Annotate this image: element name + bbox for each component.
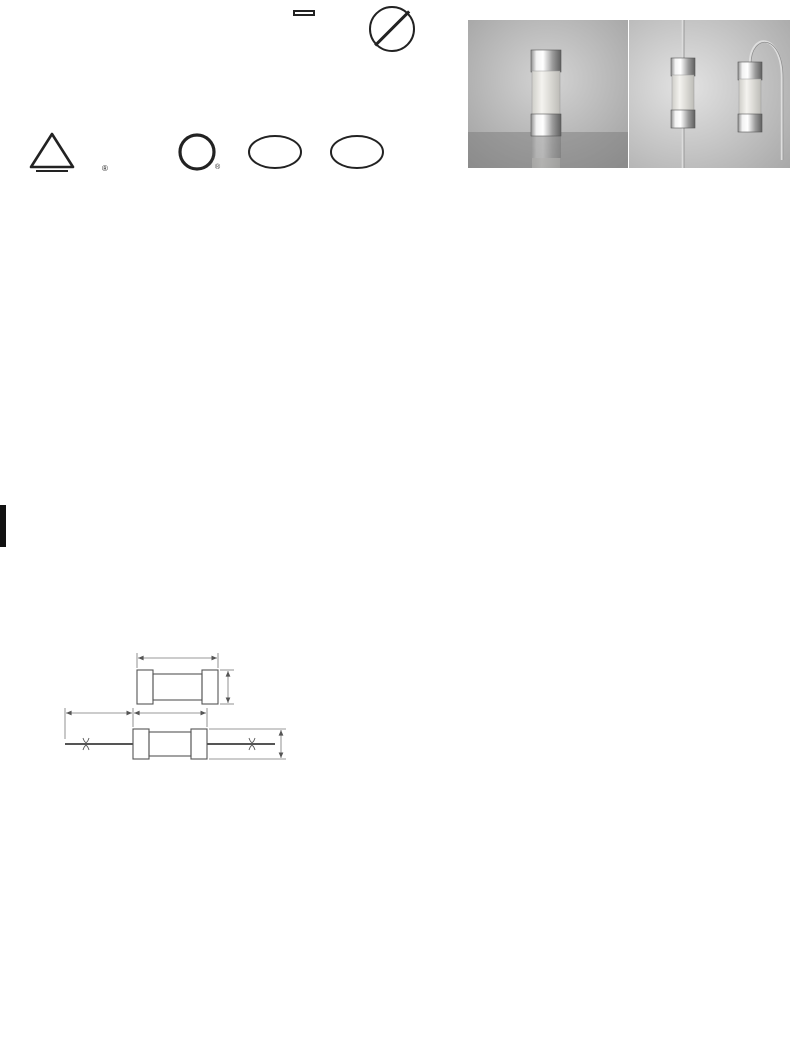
cqc-logo-icon xyxy=(328,132,386,172)
fuse-side-view xyxy=(65,729,275,759)
ul-logo-icon xyxy=(100,131,152,173)
mechanical-drawing xyxy=(22,642,322,797)
product-photos xyxy=(468,20,790,168)
fuse-top-view xyxy=(137,670,218,704)
vde-logo-icon xyxy=(28,131,76,173)
dim-lines-top xyxy=(137,653,234,704)
rohs-badge xyxy=(293,10,315,16)
certification-logos xyxy=(28,131,386,173)
scan-artifact xyxy=(0,505,6,547)
dim-lines-side xyxy=(65,708,286,759)
time-current-chart xyxy=(330,598,810,1047)
ul-registered-mark: ® xyxy=(102,164,108,173)
fuse-photo-5tc xyxy=(531,50,561,168)
csa-logo-icon xyxy=(176,131,222,173)
lead-free-icon xyxy=(369,6,415,52)
ccc-logo-icon xyxy=(246,132,304,172)
prohibition-slash-icon xyxy=(374,10,410,46)
csa-registered-mark: ® xyxy=(215,164,221,171)
